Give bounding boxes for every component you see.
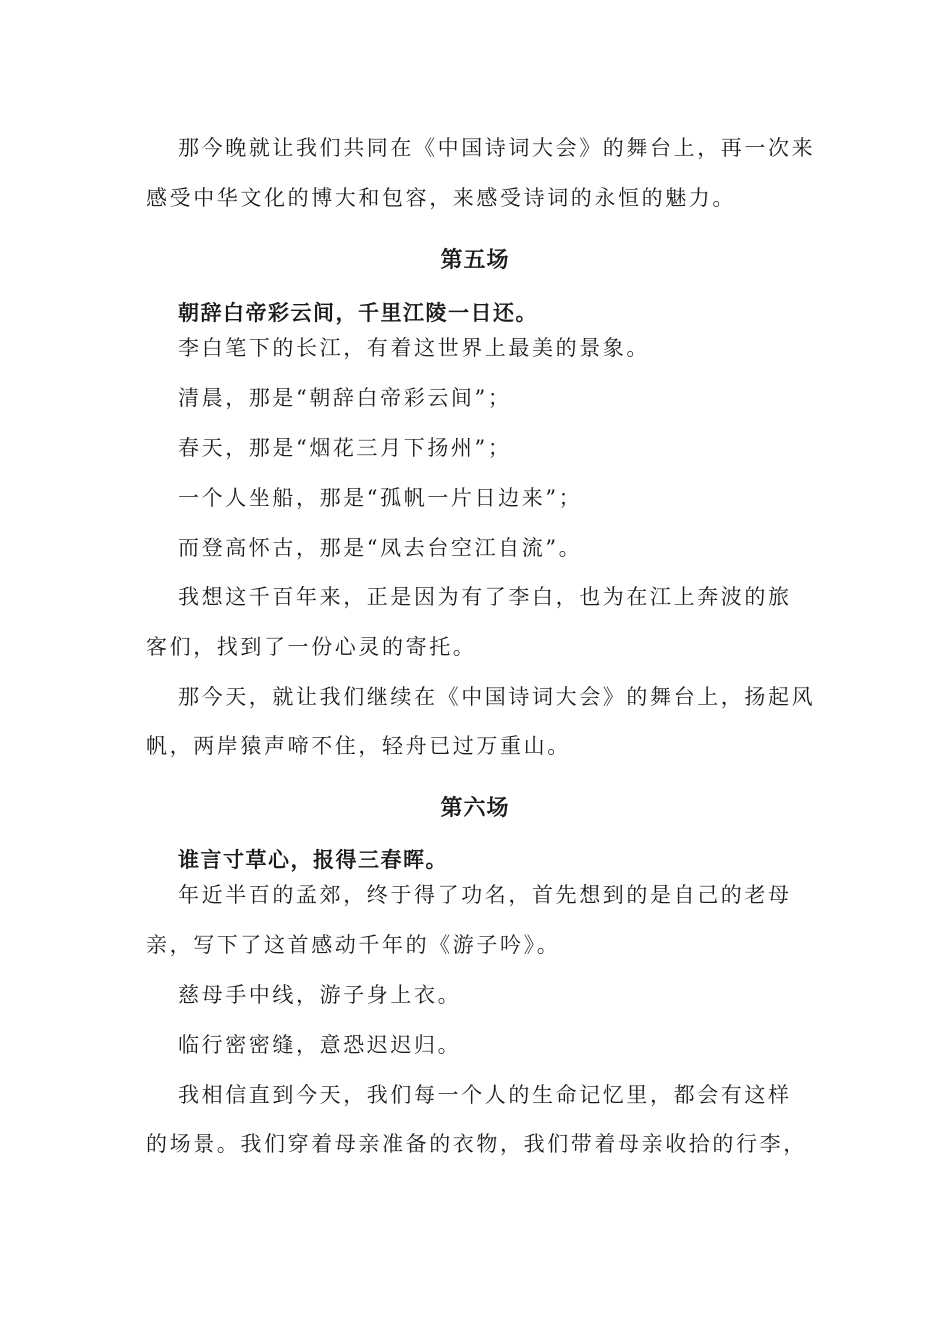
- paragraph-line: 慈母手中线，游子身上衣。: [178, 983, 462, 1007]
- paragraph-line: 春天，那是“烟花三月下扬州”；: [178, 436, 512, 460]
- paragraph-line: 临行密密缝，意恐迟迟归。: [178, 1033, 462, 1057]
- paragraph-line: 感受中华文化的博大和包容，来感受诗词的永恒的魅力。: [146, 186, 736, 210]
- paragraph-line: 而登高怀古，那是“凤去台空江自流”。: [178, 536, 583, 560]
- paragraph-line: 我想这千百年来，正是因为有了李白，也为在江上奔波的旅: [178, 585, 792, 609]
- paragraph-line: 我相信直到今天，我们每一个人的生命记忆里，都会有这样: [178, 1083, 792, 1107]
- paragraph-line: 那今天，就让我们继续在《中国诗词大会》的舞台上，扬起风: [178, 685, 816, 709]
- paragraph-line: 的场景。我们穿着母亲准备的衣物，我们带着母亲收拾的行李，: [146, 1132, 807, 1156]
- paragraph-line: 亲，写下了这首感动千年的《游子吟》。: [146, 933, 561, 957]
- paragraph-line: 那今晚就让我们共同在《中国诗词大会》的舞台上，再一次来: [178, 136, 816, 160]
- paragraph-line: 清晨，那是“朝辞白帝彩云间”；: [178, 386, 512, 410]
- verse-title-5: 朝辞白帝彩云间，千里江陵一日还。: [178, 300, 538, 325]
- paragraph-line: 李白笔下的长江，有着这世界上最美的景象。: [178, 336, 650, 360]
- paragraph-line: 年近半百的孟郊，终于得了功名，首先想到的是自己的老母: [178, 883, 792, 907]
- paragraph-line: 一个人坐船，那是“孤帆一片日边来”；: [178, 486, 583, 510]
- section-heading-6: 第六场: [440, 796, 510, 821]
- section-heading-5: 第五场: [440, 248, 510, 273]
- paragraph-line: 帆，两岸猿声啼不住，轻舟已过万重山。: [146, 734, 571, 758]
- paragraph-line: 客们，找到了一份心灵的寄托。: [146, 635, 477, 659]
- verse-title-6: 谁言寸草心，报得三春晖。: [178, 847, 448, 872]
